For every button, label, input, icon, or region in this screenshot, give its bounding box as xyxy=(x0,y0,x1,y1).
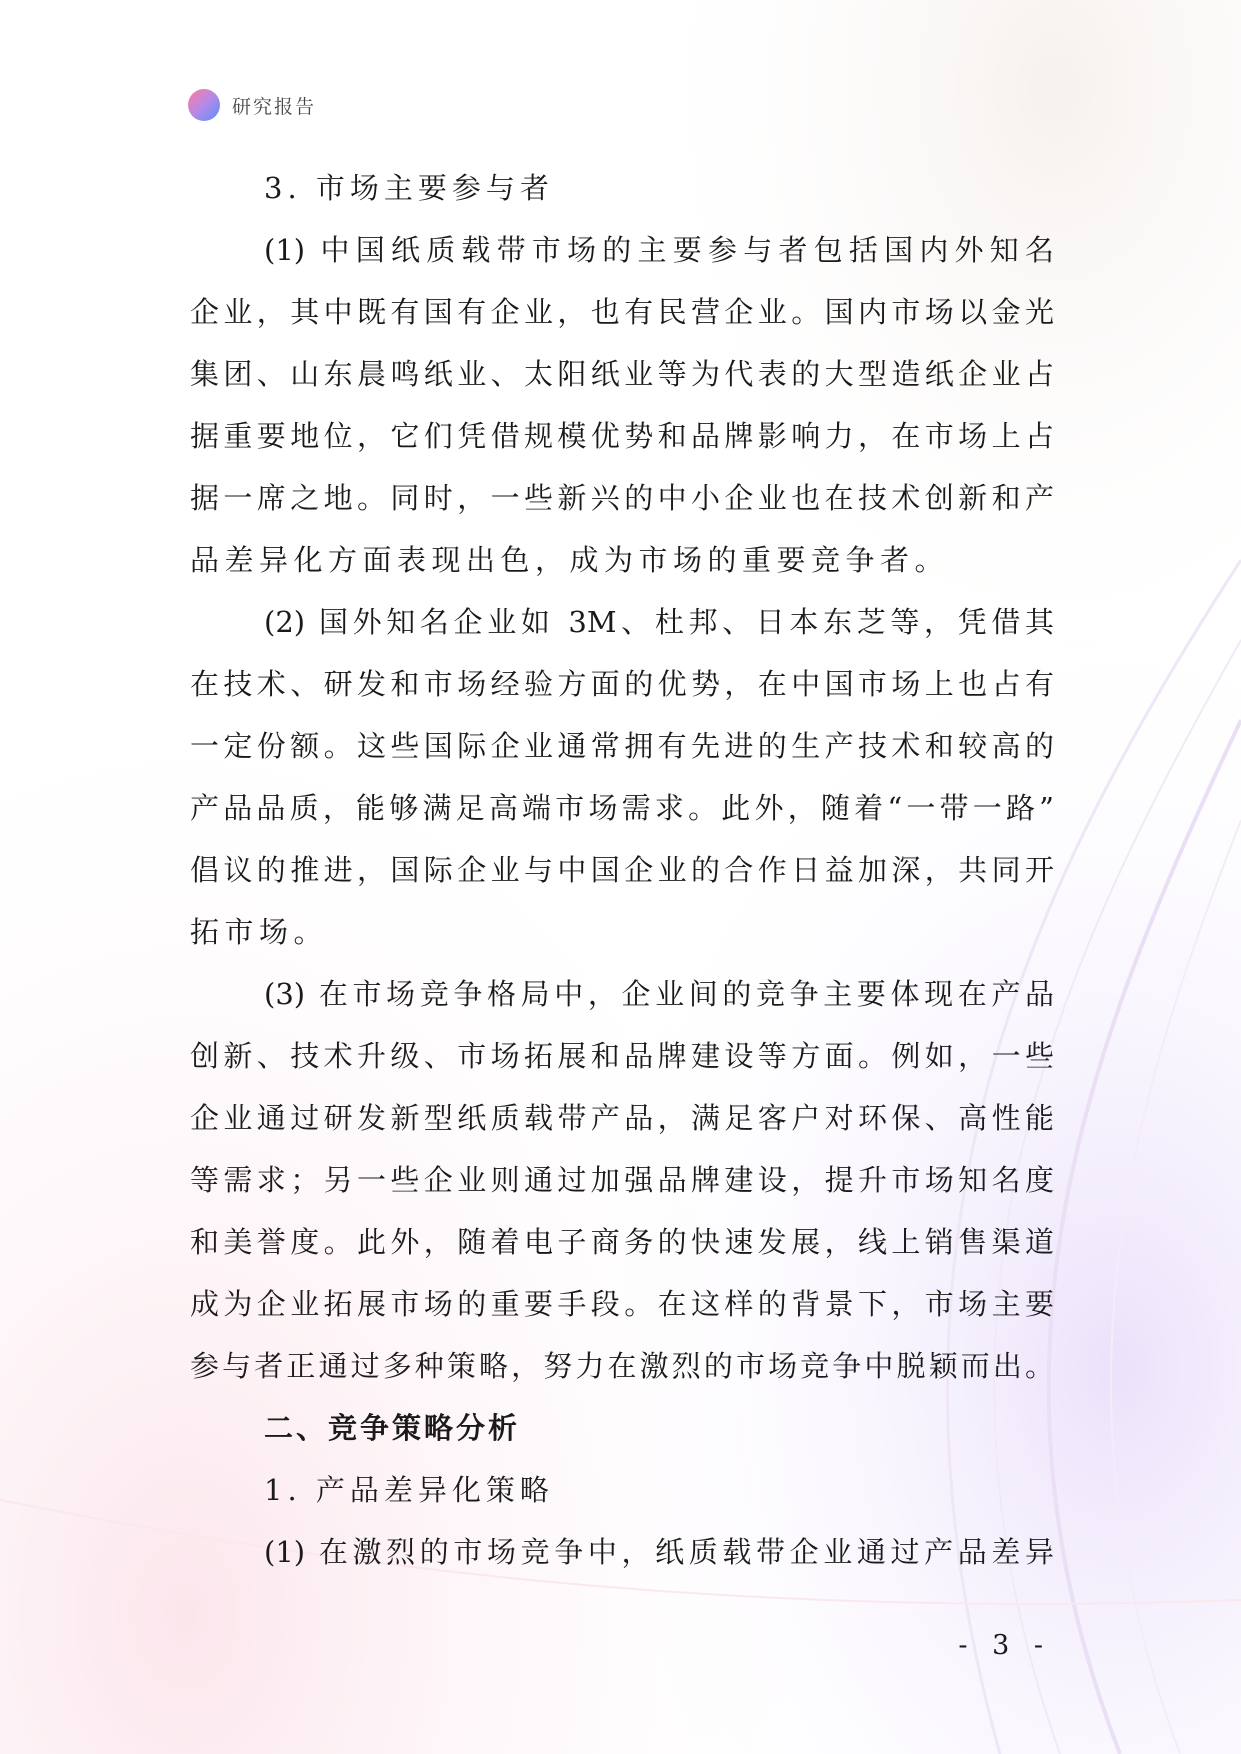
text-line: (3) 在市场竞争格局中，企业间的竞争主要体现在产品 xyxy=(264,977,1054,1011)
header-label: 研究报告 xyxy=(232,95,317,118)
text-line: 据一席之地。同时，一些新兴的中小企业也在技术创新和产 xyxy=(190,481,1054,515)
subheading-product-differentiation: 1. 产品差异化策略 xyxy=(264,1473,554,1507)
text-line: 拓市场。 xyxy=(190,915,329,949)
text-line: 集团、山东晨鸣纸业、太阳纸业等为代表的大型造纸企业占 xyxy=(190,357,1054,391)
paragraph-1 xyxy=(190,219,1054,591)
text-line: 在技术、研发和市场经验方面的优势，在中国市场上也占有 xyxy=(190,667,1054,701)
text-line: 和美誉度。此外，随着电子商务的快速发展，线上销售渠道 xyxy=(190,1225,1054,1259)
paragraph-2 xyxy=(190,591,1054,963)
text-line: 参与者正通过多种策略，努力在激烈的市场竞争中脱颖而出。 xyxy=(190,1349,1054,1383)
document-body xyxy=(190,157,1054,1583)
text-line: 企业，其中既有国有企业，也有民营企业。国内市场以金光 xyxy=(190,295,1054,329)
text-line: 成为企业拓展市场的重要手段。在这样的背景下，市场主要 xyxy=(190,1287,1054,1321)
text-line: 品差异化方面表现出色，成为市场的重要竞争者。 xyxy=(190,543,950,577)
text-line: (2) 国外知名企业如 3M、杜邦、日本东芝等，凭借其 xyxy=(264,605,1054,639)
text-line: (1) 中国纸质载带市场的主要参与者包括国内外知名 xyxy=(264,233,1054,267)
text-line: 倡议的推进，国际企业与中国企业的合作日益加深，共同开 xyxy=(190,853,1054,887)
page-number: - 3 - xyxy=(958,1630,1051,1661)
text-line: 一定份额。这些国际企业通常拥有先进的生产技术和较高的 xyxy=(190,729,1054,763)
section-heading-competition-strategy: 二、竞争策略分析 xyxy=(264,1411,521,1445)
subheading-market-participants: 3. 市场主要参与者 xyxy=(264,171,554,205)
paragraph-3 xyxy=(190,963,1054,1397)
report-header xyxy=(188,88,316,122)
text-line: (1) 在激烈的市场竞争中，纸质载带企业通过产品差异 xyxy=(264,1535,1054,1569)
text-line: 企业通过研发新型纸质载带产品，满足客户对环保、高性能 xyxy=(190,1101,1054,1135)
paragraph-4 xyxy=(190,1521,1054,1583)
text-line: 等需求；另一些企业则通过加强品牌建设，提升市场知名度 xyxy=(190,1163,1054,1197)
text-line: 据重要地位，它们凭借规模优势和品牌影响力，在市场上占 xyxy=(190,419,1054,453)
logo-circle-icon xyxy=(188,89,220,121)
text-line: 产品品质，能够满足高端市场需求。此外，随着“一带一路” xyxy=(190,791,1054,825)
text-line: 创新、技术升级、市场拓展和品牌建设等方面。例如，一些 xyxy=(190,1039,1054,1073)
